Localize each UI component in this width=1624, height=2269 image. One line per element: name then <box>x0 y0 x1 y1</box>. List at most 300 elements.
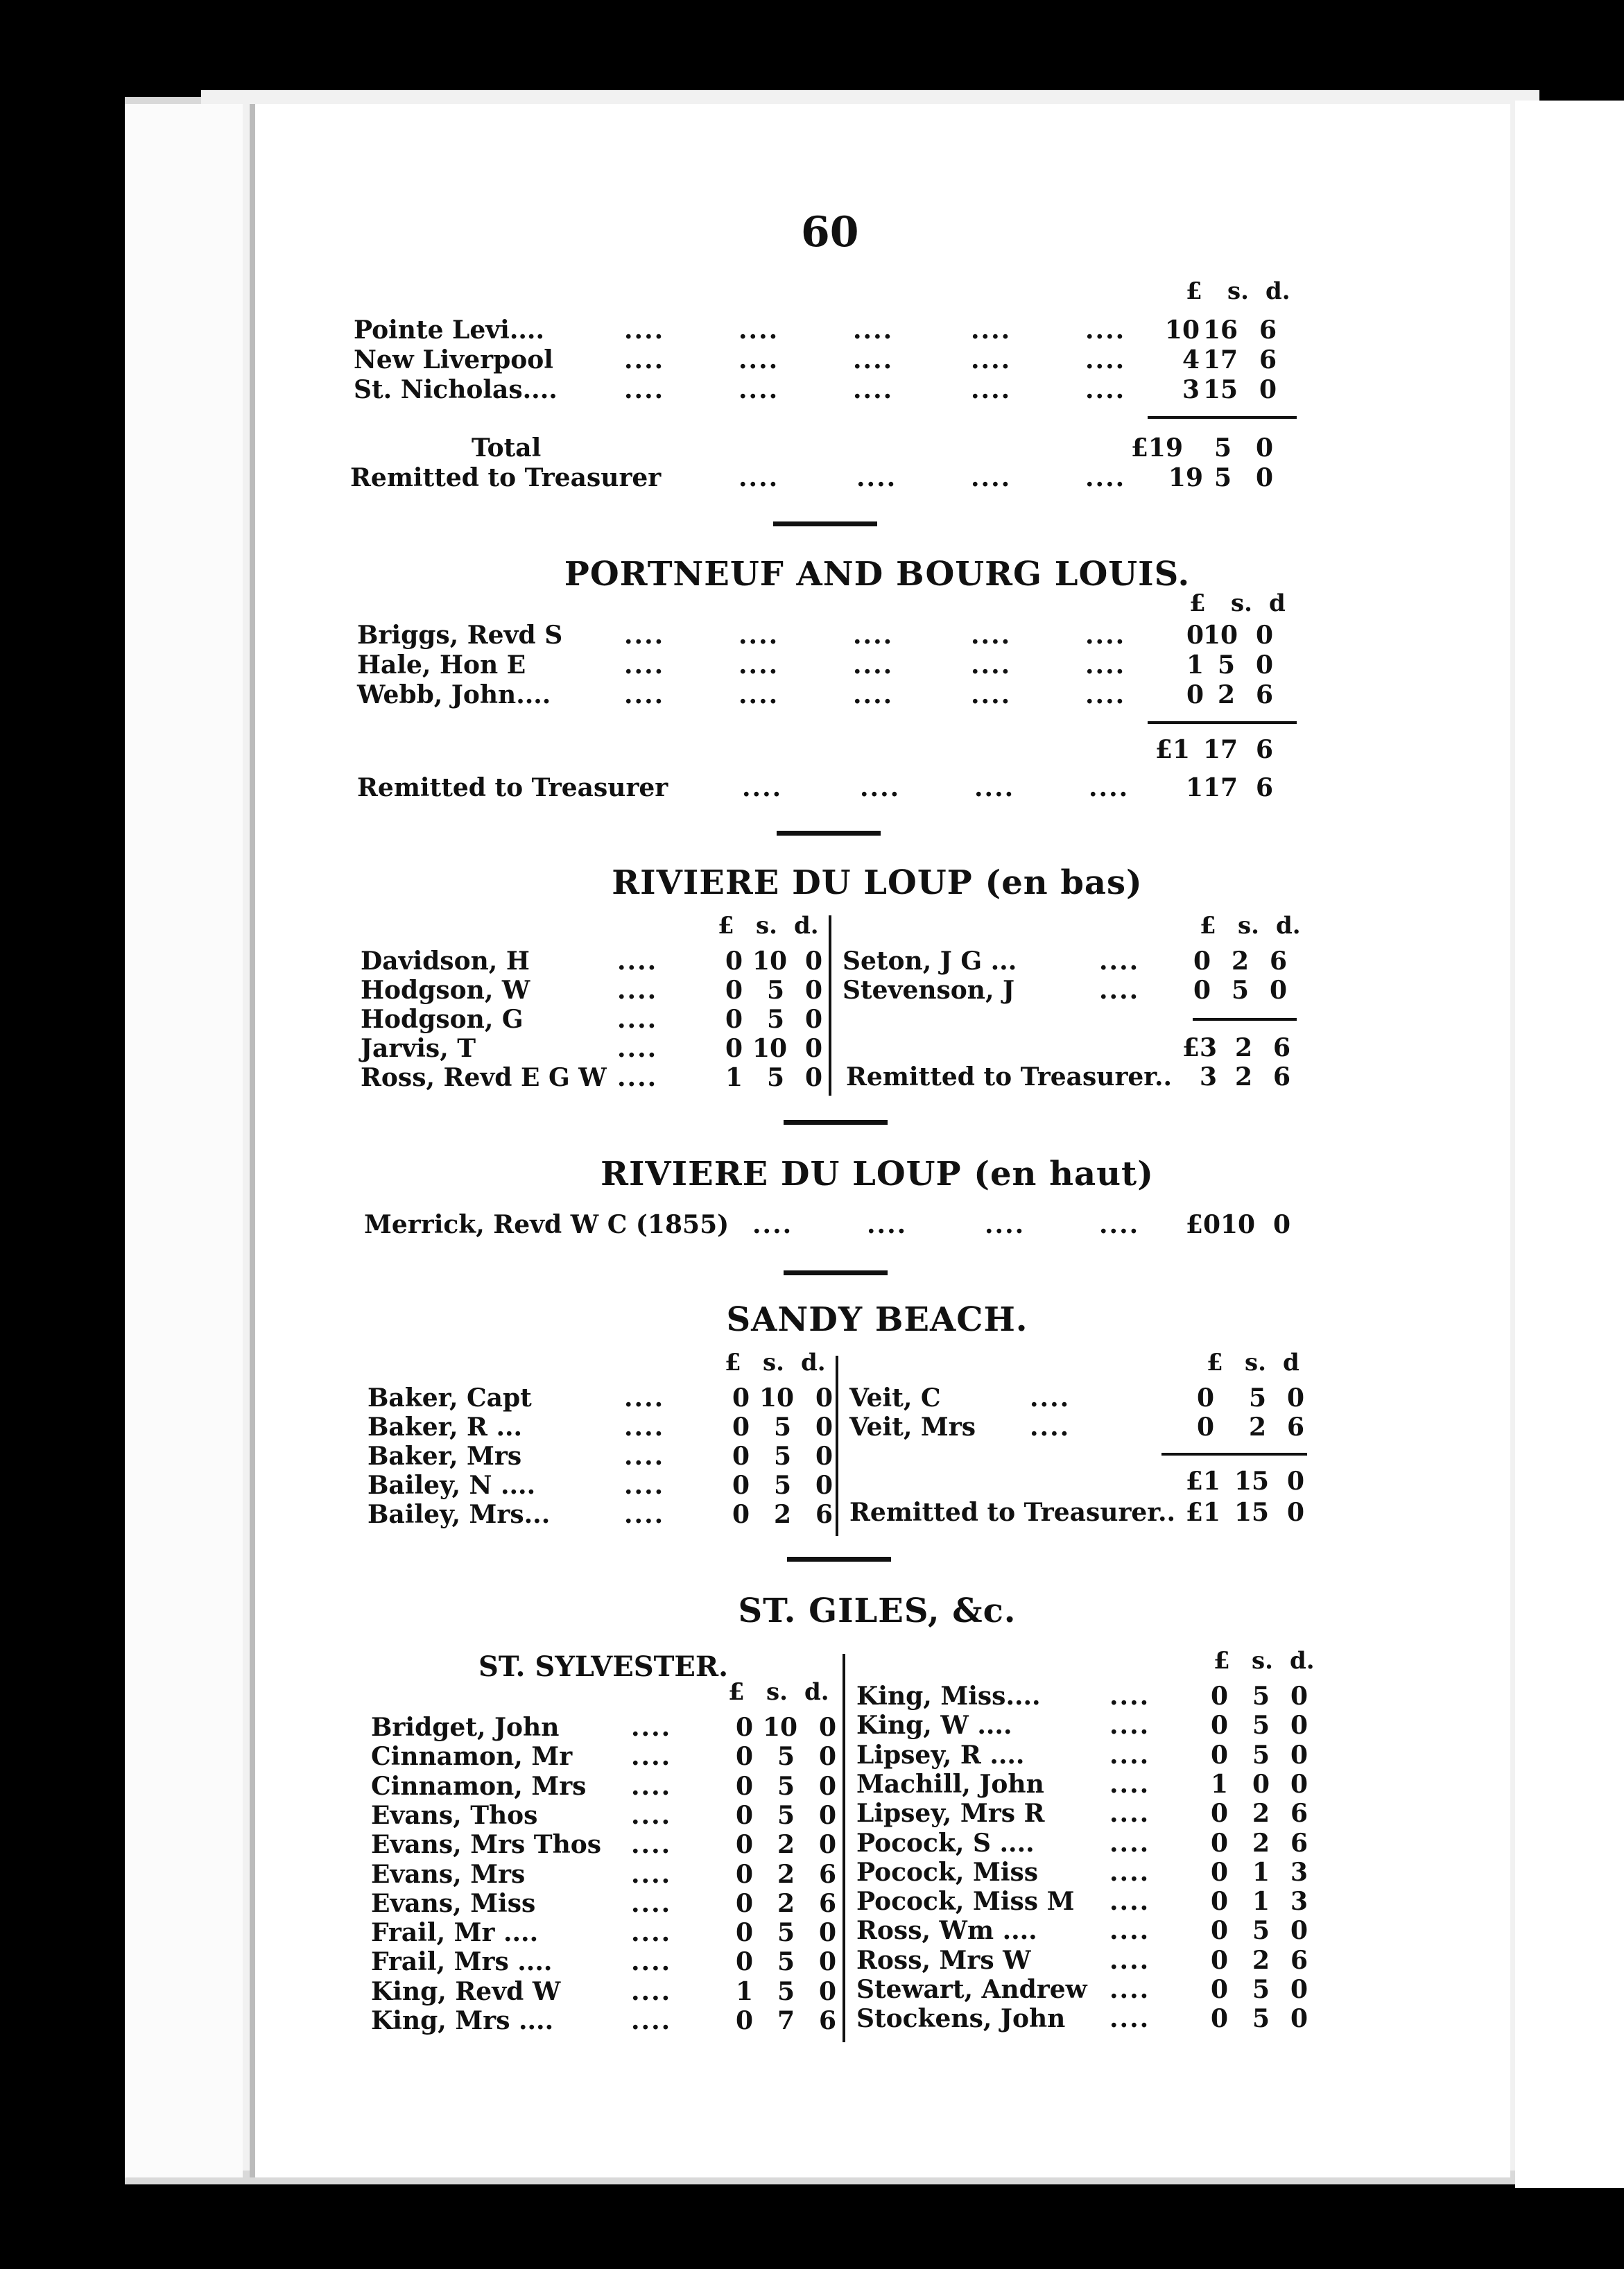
leader-dots: .... <box>738 680 779 709</box>
entry-pounds: 0 <box>725 1005 743 1034</box>
entry-name: Jarvis, T <box>361 1034 476 1063</box>
remit-shillings: 5 <box>1213 463 1232 492</box>
entry-pence: 6 <box>818 2006 836 2035</box>
leader-dots: .... <box>853 345 894 374</box>
leader-dots: .... <box>1099 1210 1140 1239</box>
entry-pounds: 0 <box>732 1413 750 1442</box>
sandy-beach-title: SANDY BEACH. <box>726 1300 1028 1339</box>
leader-dots: .... <box>1089 773 1130 802</box>
entry-shillings: 5 <box>773 1413 791 1442</box>
total-pence: 0 <box>1286 1467 1304 1496</box>
leader-dots: .... <box>853 316 894 345</box>
leader-dots: .... <box>1109 1916 1150 1946</box>
entry-shillings: 1 <box>1252 1887 1270 1917</box>
entry-name: Stewart, Andrew <box>856 1975 1087 2004</box>
ledger-row <box>371 1947 836 1976</box>
ledger-row <box>856 1916 1328 1945</box>
entry-pence: 6 <box>1259 345 1277 374</box>
entry-name: Evans, Thos <box>371 1800 538 1830</box>
entry-shillings: 5 <box>777 1800 795 1830</box>
leader-dots: .... <box>853 621 894 650</box>
leader-dots: .... <box>1085 345 1126 374</box>
pointe-total-row <box>472 433 1304 463</box>
entry-pounds: 0 <box>725 1034 743 1063</box>
entry-name: Bailey, N .... <box>368 1471 536 1500</box>
ledger-row <box>361 1034 825 1063</box>
remit-pounds: £1 <box>1185 1498 1220 1527</box>
leader-dots: .... <box>624 1383 665 1413</box>
leader-dots: .... <box>617 976 658 1005</box>
page-number: 60 <box>801 208 859 257</box>
ledger-row <box>368 1500 832 1529</box>
leader-dots: .... <box>1085 680 1126 709</box>
leader-dots: .... <box>624 316 665 345</box>
ledger-row <box>371 1713 836 1742</box>
entry-shillings: 5 <box>777 1947 795 1977</box>
entry-name: Veit, C <box>849 1383 941 1413</box>
leader-dots: .... <box>1099 947 1140 976</box>
entry-shillings: 5 <box>1217 650 1235 680</box>
shillings-header: s. <box>1245 1349 1266 1377</box>
ledger-row <box>371 1830 836 1859</box>
leader-dots: .... <box>971 621 1012 650</box>
leader-dots: .... <box>971 650 1012 680</box>
ledger-row <box>856 1770 1328 1799</box>
ledger-row <box>371 1977 836 2006</box>
remit-pounds: 3 <box>1199 1062 1217 1092</box>
ledger-row <box>361 947 825 976</box>
entry-pence: 0 <box>818 1771 836 1801</box>
entry-name: King, Mrs .... <box>371 2006 554 2035</box>
remit-label: Remitted to Treasurer <box>357 773 668 802</box>
leader-dots: .... <box>617 947 658 976</box>
shillings-header: s. <box>1227 277 1249 305</box>
ledger-row <box>371 1889 836 1918</box>
leader-dots: .... <box>617 1034 658 1063</box>
entry-shillings: 2 <box>1231 947 1249 976</box>
entry-name: Evans, Miss <box>371 1888 536 1918</box>
leader-dots: .... <box>631 2006 672 2035</box>
ledger-row <box>856 1711 1328 1740</box>
st-giles-title: ST. GILES, &c. <box>738 1591 1017 1630</box>
leader-dots: .... <box>856 463 897 492</box>
entry-name: Webb, John.... <box>357 680 551 709</box>
remit-pence: 0 <box>1255 463 1273 492</box>
sandy-total-row <box>1179 1467 1318 1496</box>
entry-pence: 0 <box>1290 1916 1308 1946</box>
leader-dots: .... <box>985 1210 1026 1239</box>
total-pence: 6 <box>1272 1033 1290 1062</box>
leader-dots: .... <box>624 1442 665 1471</box>
sum-line <box>1148 416 1297 419</box>
total-pounds: £1 <box>1185 1467 1220 1496</box>
entry-pounds: 0 <box>1210 1916 1228 1946</box>
entry-name: New Liverpool <box>354 345 553 374</box>
ledger-row <box>368 1413 832 1442</box>
leader-dots: .... <box>1109 1769 1150 1799</box>
entry-pounds: 0 <box>735 1771 753 1801</box>
remit-pence: 6 <box>1255 773 1273 802</box>
entry-shillings: 2 <box>1252 1799 1270 1829</box>
ledger-row <box>368 1383 832 1413</box>
entry-shillings: 7 <box>777 2006 795 2035</box>
shillings-header: s. <box>1238 912 1259 940</box>
entry-pounds: 1 <box>725 1063 743 1092</box>
entry-pounds: 0 <box>1210 1799 1228 1829</box>
entry-pence: 6 <box>1269 947 1287 976</box>
leader-dots: .... <box>1109 2004 1150 2034</box>
entry-shillings: 5 <box>773 1442 791 1471</box>
leader-dots: .... <box>971 375 1012 404</box>
entry-pounds: 1 <box>735 1976 753 2006</box>
entry-pounds: 0 <box>1193 947 1211 976</box>
leader-dots: .... <box>617 1005 658 1034</box>
leader-dots: .... <box>631 1771 672 1801</box>
rdl-haut-row <box>364 1210 1335 1239</box>
ledger-row <box>354 316 1304 345</box>
entry-name: Evans, Mrs Thos <box>371 1830 602 1860</box>
ledger-row <box>357 650 1307 680</box>
leader-dots: .... <box>738 650 779 680</box>
entry-pence: 0 <box>818 1830 836 1860</box>
column-divider <box>843 1654 845 2042</box>
entry-pence: 0 <box>1259 375 1277 404</box>
pounds-header: £ <box>1186 277 1202 305</box>
entry-pounds: 3 <box>1182 375 1200 404</box>
ledger-row <box>849 1413 1321 1442</box>
entry-pounds: 0 <box>1210 1975 1228 2004</box>
leader-dots: .... <box>1085 375 1126 404</box>
entry-shillings: 5 <box>1252 1711 1270 1741</box>
leader-dots: .... <box>624 650 665 680</box>
entry-pounds: 0 <box>735 1742 753 1772</box>
entry-shillings: 5 <box>777 1771 795 1801</box>
leader-dots: .... <box>738 463 779 492</box>
total-shillings: 2 <box>1234 1033 1252 1062</box>
total-shillings: 15 <box>1234 1467 1270 1496</box>
leader-dots: .... <box>631 1742 672 1772</box>
entry-pounds: 0 <box>1210 1857 1228 1887</box>
entry-pence: 0 <box>1269 976 1287 1005</box>
remit-shillings: 17 <box>1203 773 1238 802</box>
entry-pence: 0 <box>818 1713 836 1742</box>
entry-name: Ross, Mrs W <box>856 1945 1031 1975</box>
total-pounds: £19 <box>1130 433 1183 463</box>
leader-dots: .... <box>738 621 779 650</box>
leader-dots: .... <box>971 463 1012 492</box>
total-pounds: £3 <box>1182 1033 1217 1062</box>
ledger-row <box>856 1858 1328 1887</box>
section-divider <box>787 1557 891 1562</box>
entry-name: Baker, Capt <box>368 1383 532 1413</box>
entry-pounds: 0 <box>732 1500 750 1529</box>
pence-header: d. <box>1265 277 1290 305</box>
pounds-header: £ <box>1213 1647 1230 1675</box>
leader-dots: .... <box>1109 1975 1150 2004</box>
entry-name: Stevenson, J <box>843 976 1015 1005</box>
remit-label: Remitted to Treasurer.. <box>846 1062 1173 1092</box>
section-divider <box>784 1120 888 1125</box>
entry-pence: 0 <box>815 1442 833 1471</box>
leader-dots: .... <box>1085 316 1126 345</box>
leader-dots: .... <box>1085 650 1126 680</box>
remit-pounds: 1 <box>1185 773 1203 802</box>
pence-header: d. <box>1290 1647 1315 1675</box>
leader-dots: .... <box>624 680 665 709</box>
pounds-header: £ <box>728 1678 745 1706</box>
entry-pence: 0 <box>1286 1383 1304 1413</box>
entry-shillings: 15 <box>1203 375 1238 404</box>
ledger-row <box>856 1799 1328 1828</box>
ledger-row <box>843 947 1314 976</box>
entry-pounds: 0 <box>735 1830 753 1860</box>
entry-shillings: 5 <box>766 1063 784 1092</box>
ledger-row <box>856 1829 1328 1858</box>
sum-line <box>1193 1018 1297 1021</box>
total-shillings: 5 <box>1213 433 1232 463</box>
portneuf-title: PORTNEUF AND BOURG LOUIS. <box>564 555 1191 594</box>
ledger-row <box>361 976 825 1005</box>
pounds-header: £ <box>718 912 734 940</box>
entry-pounds: 0 <box>735 1713 753 1742</box>
entry-pounds: 0 <box>1210 1740 1228 1770</box>
ledger-row <box>371 1918 836 1947</box>
leader-dots: .... <box>867 1210 908 1239</box>
leader-dots: .... <box>1085 463 1126 492</box>
leader-dots: .... <box>1109 1945 1150 1975</box>
entry-shillings: 2 <box>777 1859 795 1889</box>
leader-dots: .... <box>853 650 894 680</box>
entry-pounds: 0 <box>1210 1828 1228 1858</box>
ledger-row <box>371 1860 836 1889</box>
shillings-header: s. <box>763 1349 784 1377</box>
entry-pounds: 0 <box>1186 680 1204 709</box>
entry-name: Briggs, Revd S <box>357 621 563 650</box>
leader-dots: .... <box>1030 1383 1071 1413</box>
entry-shillings: 2 <box>1252 1828 1270 1858</box>
entry-pence: 0 <box>815 1383 833 1413</box>
entry-name: Stockens, John <box>856 2004 1066 2034</box>
entry-pence: 0 <box>1290 1975 1308 2004</box>
leader-dots: .... <box>1099 976 1140 1005</box>
entry-shillings: 10 <box>752 947 788 976</box>
entry-shillings: 0 <box>1252 1769 1270 1799</box>
entry-pounds: 0 <box>732 1383 750 1413</box>
section-divider <box>777 831 881 836</box>
pence-header: d. <box>794 912 819 940</box>
leader-dots: .... <box>624 375 665 404</box>
leader-dots: .... <box>853 375 894 404</box>
entry-name: Pocock, S .... <box>856 1828 1035 1858</box>
entry-shillings: 2 <box>1217 680 1235 709</box>
entry-pence: 0 <box>1290 1682 1308 1711</box>
leader-dots: .... <box>624 1471 665 1500</box>
leader-dots: .... <box>631 1800 672 1830</box>
entry-shillings: 5 <box>1252 1916 1270 1946</box>
entry-pence: 6 <box>1286 1413 1304 1442</box>
column-divider <box>836 1356 838 1536</box>
shillings-header: s. <box>1231 589 1252 617</box>
entry-name: Bailey, Mrs... <box>368 1500 551 1529</box>
entry-pounds: 0 <box>1186 621 1204 650</box>
entry-pounds: 0 <box>735 1947 753 1977</box>
ledger-row <box>856 1975 1328 2004</box>
leader-dots: .... <box>624 345 665 374</box>
entry-pounds: 0 <box>735 1918 753 1948</box>
leader-dots: .... <box>1085 621 1126 650</box>
leader-dots: .... <box>624 621 665 650</box>
leader-dots: .... <box>974 773 1015 802</box>
leader-dots: .... <box>1109 1857 1150 1887</box>
remit-pence: 0 <box>1286 1498 1304 1527</box>
entry-pounds: 0 <box>1210 1682 1228 1711</box>
leader-dots: .... <box>1109 1711 1150 1741</box>
leader-dots: .... <box>617 1063 658 1092</box>
entry-pence: 0 <box>804 1034 822 1063</box>
pence-header: d <box>1283 1349 1299 1377</box>
ledger-row <box>856 2004 1328 2033</box>
entry-pounds: 10 <box>1164 316 1200 345</box>
leader-dots: .... <box>738 316 779 345</box>
leader-dots: .... <box>1109 1682 1150 1711</box>
entry-pounds: 0 <box>725 976 743 1005</box>
entry-shillings: 16 <box>1203 316 1238 345</box>
entry-pounds: 0 <box>725 947 743 976</box>
remit-shillings: 15 <box>1234 1498 1270 1527</box>
sandy-remit-row <box>849 1498 1321 1527</box>
entry-shillings: 5 <box>1231 976 1249 1005</box>
total-pounds: £1 <box>1155 735 1190 764</box>
entry-pence: 0 <box>1290 1769 1308 1799</box>
entry-name: Cinnamon, Mr <box>371 1742 573 1772</box>
entry-name: Evans, Mrs <box>371 1859 526 1889</box>
total-shillings: 17 <box>1203 735 1238 764</box>
entry-pence: 0 <box>1290 1711 1308 1741</box>
entry-shillings: 10 <box>763 1713 798 1742</box>
entry-name: Lipsey, R .... <box>856 1740 1025 1770</box>
leader-dots: .... <box>631 1976 672 2006</box>
entry-pounds: 0 <box>1196 1413 1214 1442</box>
entry-pounds: 0 <box>735 1859 753 1889</box>
pounds-header: £ <box>1207 1349 1223 1377</box>
rdl-bas-total-row <box>1175 1033 1314 1062</box>
ledger-row <box>361 1005 825 1034</box>
entry-name: Veit, Mrs <box>849 1413 976 1442</box>
entry-shillings: 5 <box>766 976 784 1005</box>
column-divider <box>829 915 831 1096</box>
entry-name: St. Nicholas.... <box>354 375 558 404</box>
entry-name: Machill, John <box>856 1769 1044 1799</box>
ledger-row <box>354 375 1304 404</box>
ledger-row <box>354 345 1304 374</box>
entry-pence: 0 <box>804 976 822 1005</box>
entry-pence: 0 <box>804 1005 822 1034</box>
entry-shillings: 5 <box>773 1471 791 1500</box>
entry-pounds: 0 <box>732 1471 750 1500</box>
ledger-row <box>357 680 1307 709</box>
entry-shillings: 5 <box>1252 1975 1270 2004</box>
entry-pounds: 1 <box>1186 650 1204 680</box>
section-divider <box>784 1270 888 1275</box>
pence-header: d <box>1269 589 1286 617</box>
pence-header: d. <box>1276 912 1301 940</box>
entry-shillings: 5 <box>1248 1383 1266 1413</box>
entry-pounds: 4 <box>1182 345 1200 374</box>
ledger-row <box>856 1682 1328 1711</box>
entry-name: Pocock, Miss <box>856 1857 1039 1887</box>
entry-pence: 6 <box>1259 316 1277 345</box>
entry-shillings: 1 <box>1252 1857 1270 1887</box>
ledger-row <box>843 976 1314 1005</box>
entry-pence: 0 <box>818 1976 836 2006</box>
entry-name: Hodgson, W <box>361 976 530 1005</box>
entry-shillings: 2 <box>1248 1413 1266 1442</box>
entry-pence: 6 <box>815 1500 833 1529</box>
entry-pounds: 1 <box>1210 1769 1228 1799</box>
entry-shillings: 2 <box>773 1500 791 1529</box>
ledger-row <box>368 1442 832 1471</box>
pounds-header: £ <box>1189 589 1206 617</box>
entry-name: Ross, Wm .... <box>856 1916 1037 1946</box>
total-pence: 6 <box>1255 735 1273 764</box>
entry-pence: 0 <box>804 1063 822 1092</box>
entry-pence: 0 <box>804 947 822 976</box>
entry-shillings: 2 <box>777 1888 795 1918</box>
shillings-header: s. <box>756 912 777 940</box>
entry-pounds: £0 <box>1185 1210 1220 1239</box>
entry-name: Pointe Levi.... <box>354 316 544 345</box>
sum-line <box>1148 721 1297 724</box>
entry-name: Hodgson, G <box>361 1005 524 1034</box>
entry-pence: 6 <box>1290 1945 1308 1975</box>
remit-pence: 6 <box>1272 1062 1290 1092</box>
entry-name: Bridget, John <box>371 1713 560 1742</box>
pounds-header: £ <box>1200 912 1216 940</box>
ledger-row <box>371 1742 836 1771</box>
entry-pence: 3 <box>1290 1887 1308 1917</box>
entry-pence: 6 <box>818 1888 836 1918</box>
entry-name: King, Revd W <box>371 1976 561 2006</box>
leader-dots: .... <box>631 1830 672 1860</box>
leader-dots: .... <box>624 1500 665 1529</box>
portneuf-remit-row <box>357 773 1328 802</box>
entry-pounds: 0 <box>1193 976 1211 1005</box>
pence-header: d. <box>804 1678 829 1706</box>
entry-pence: 0 <box>1290 2004 1308 2034</box>
entry-shillings: 5 <box>1252 1740 1270 1770</box>
entry-name: Frail, Mrs .... <box>371 1947 553 1977</box>
ledger-row <box>856 1741 1328 1770</box>
rdl-haut-title: RIVIERE DU LOUP (en haut) <box>601 1155 1154 1193</box>
remit-label: Remitted to Treasurer.. <box>849 1498 1176 1527</box>
entry-pounds: 0 <box>732 1442 750 1471</box>
entry-name: Cinnamon, Mrs <box>371 1771 587 1801</box>
entry-pence: 6 <box>1255 680 1273 709</box>
leader-dots: .... <box>631 1918 672 1948</box>
previous-page-strip <box>125 104 243 2177</box>
entry-shillings: 5 <box>1252 1682 1270 1711</box>
ledger-row <box>368 1471 832 1500</box>
leader-dots: .... <box>1109 1740 1150 1770</box>
leader-dots: .... <box>1109 1799 1150 1829</box>
rdl-bas-remit-row <box>846 1062 1318 1092</box>
pointe-remit-row <box>350 463 1321 492</box>
st-sylvester-subtitle: ST. SYLVESTER. <box>478 1650 728 1683</box>
entry-pence: 0 <box>818 1918 836 1948</box>
entry-shillings: 5 <box>766 1005 784 1034</box>
ledger-row <box>371 1801 836 1830</box>
section-divider <box>773 521 877 526</box>
